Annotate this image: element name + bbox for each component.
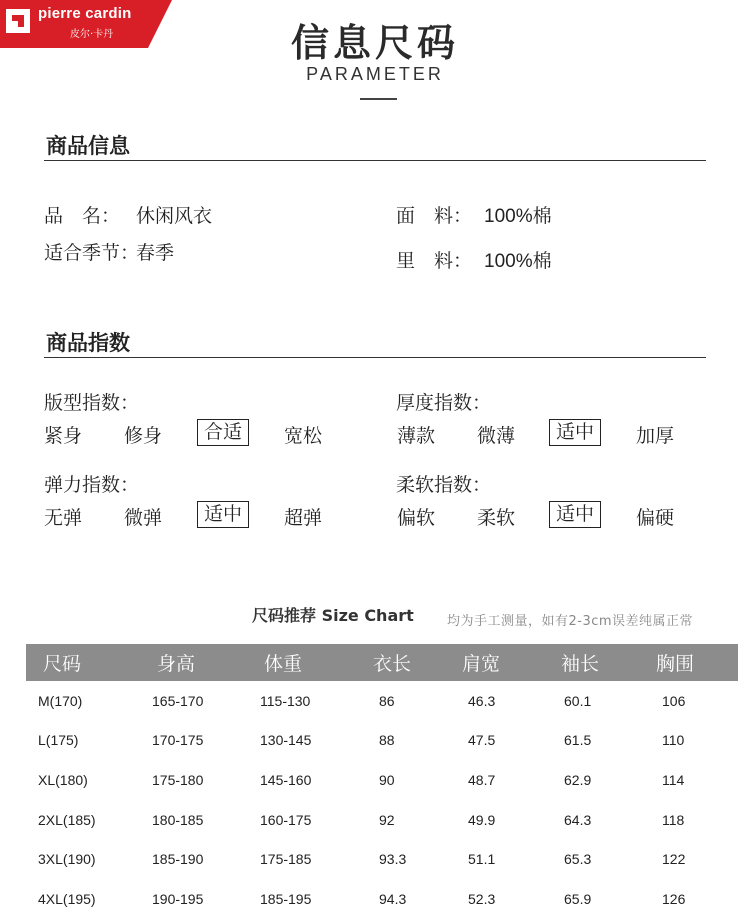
cell-size: XL(180): [38, 771, 88, 788]
thickness-index-label: 厚度指数：: [396, 392, 492, 414]
cell-shoulder: 48.7: [468, 771, 496, 788]
softness-option: 偏软: [397, 507, 436, 529]
cell-shoulder: 52.3: [468, 890, 496, 907]
cell-chest: 126: [662, 890, 686, 907]
thickness-option: 微薄: [477, 425, 516, 447]
cell-size: 2XL(185): [38, 811, 96, 828]
cell-size: 4XL(195): [38, 890, 96, 907]
cell-weight: 130-145: [260, 732, 312, 749]
size-table: [26, 644, 738, 919]
title-divider: [360, 98, 397, 100]
table-row: [26, 681, 738, 721]
cell-size: M(170): [38, 692, 83, 709]
cell-sleeve: 62.9: [564, 771, 592, 788]
cell-chest: 106: [662, 692, 686, 709]
cell-length: 90: [379, 771, 395, 788]
cell-sleeve: 61.5: [564, 732, 592, 749]
cell-size: L(175): [38, 732, 79, 749]
logo-brand-text: pierre cardin: [38, 5, 132, 22]
product-info-divider: [44, 160, 706, 161]
softness-option: 柔软: [477, 507, 516, 529]
header-height: 身高: [144, 644, 252, 681]
product-info-heading: 商品信息: [46, 134, 130, 158]
cell-sleeve: 65.3: [564, 851, 592, 868]
cell-length: 92: [379, 811, 395, 828]
cell-height: 175-180: [152, 771, 204, 788]
size-chart-title: 尺码推荐 Size Chart: [252, 606, 414, 625]
table-row: [26, 879, 738, 919]
name-label: 品 名：: [44, 205, 121, 227]
cell-shoulder: 46.3: [468, 692, 496, 709]
fabric-label: 面 料：: [396, 205, 473, 227]
size-table-header-row: [26, 644, 738, 681]
cell-length: 86: [379, 692, 395, 709]
header-length: 衣长: [365, 644, 457, 681]
season-value: 春季: [136, 242, 175, 264]
cell-length: 94.3: [379, 890, 407, 907]
header-weight: 体重: [252, 644, 365, 681]
cell-height: 180-185: [152, 811, 204, 828]
fit-option-selected: 合适: [197, 419, 249, 446]
lining-label: 里 料：: [396, 250, 473, 272]
fit-option: 宽松: [284, 425, 323, 447]
cell-weight: 175-185: [260, 851, 312, 868]
thickness-option: 薄款: [397, 425, 436, 447]
elasticity-option: 超弹: [284, 507, 323, 529]
table-row: [26, 721, 738, 761]
cell-weight: 145-160: [260, 771, 312, 788]
header-shoulder: 肩宽: [457, 644, 554, 681]
size-chart-note: 均为手工测量，如有2-3cm误差纯属正常: [447, 614, 694, 629]
lining-value: 100%棉: [484, 251, 552, 272]
indices-divider: [44, 357, 706, 358]
cell-height: 165-170: [152, 692, 204, 709]
softness-option-selected: 适中: [549, 501, 601, 528]
softness-option: 偏硬: [636, 507, 675, 529]
table-row: [26, 839, 738, 879]
header-chest: 胸围: [648, 644, 738, 681]
cell-shoulder: 49.9: [468, 811, 496, 828]
fit-option: 紧身: [44, 425, 83, 447]
cell-size: 3XL(190): [38, 851, 96, 868]
cell-weight: 115-130: [260, 692, 311, 709]
cell-chest: 118: [662, 811, 685, 828]
indices-heading: 商品指数: [46, 331, 130, 355]
cell-chest: 114: [662, 771, 685, 788]
fit-index-label: 版型指数：: [44, 392, 140, 414]
cell-shoulder: 47.5: [468, 732, 496, 749]
page-title: 信息尺码: [290, 21, 459, 65]
header-size: 尺码: [26, 644, 144, 681]
header-sleeve: 袖长: [554, 644, 648, 681]
season-label: 适合季节：: [44, 242, 140, 264]
cell-weight: 160-175: [260, 811, 312, 828]
elasticity-option-selected: 适中: [197, 501, 249, 528]
cell-height: 190-195: [152, 890, 204, 907]
cell-length: 93.3: [379, 851, 407, 868]
cell-chest: 110: [662, 732, 685, 749]
cell-height: 185-190: [152, 851, 204, 868]
cell-sleeve: 60.1: [564, 692, 592, 709]
elasticity-option: 微弹: [124, 507, 163, 529]
cell-chest: 122: [662, 851, 686, 868]
softness-index-label: 柔软指数：: [396, 474, 492, 496]
thickness-option: 加厚: [636, 425, 675, 447]
elasticity-option: 无弹: [44, 507, 83, 529]
cell-shoulder: 51.1: [468, 851, 496, 868]
cell-sleeve: 64.3: [564, 811, 592, 828]
cell-length: 88: [379, 732, 395, 749]
table-row: [26, 800, 738, 840]
page-subtitle: PARAMETER: [306, 64, 444, 84]
fit-option: 修身: [124, 425, 163, 447]
fabric-value: 100%棉: [484, 206, 552, 227]
name-value: 休闲风衣: [136, 205, 213, 227]
cell-height: 170-175: [152, 732, 204, 749]
cell-sleeve: 65.9: [564, 890, 592, 907]
cell-weight: 185-195: [260, 890, 312, 907]
thickness-option-selected: 适中: [549, 419, 601, 446]
elasticity-index-label: 弹力指数：: [44, 474, 140, 496]
table-row: [26, 760, 738, 800]
logo-sub-text: 皮尔·卡丹: [70, 29, 114, 40]
